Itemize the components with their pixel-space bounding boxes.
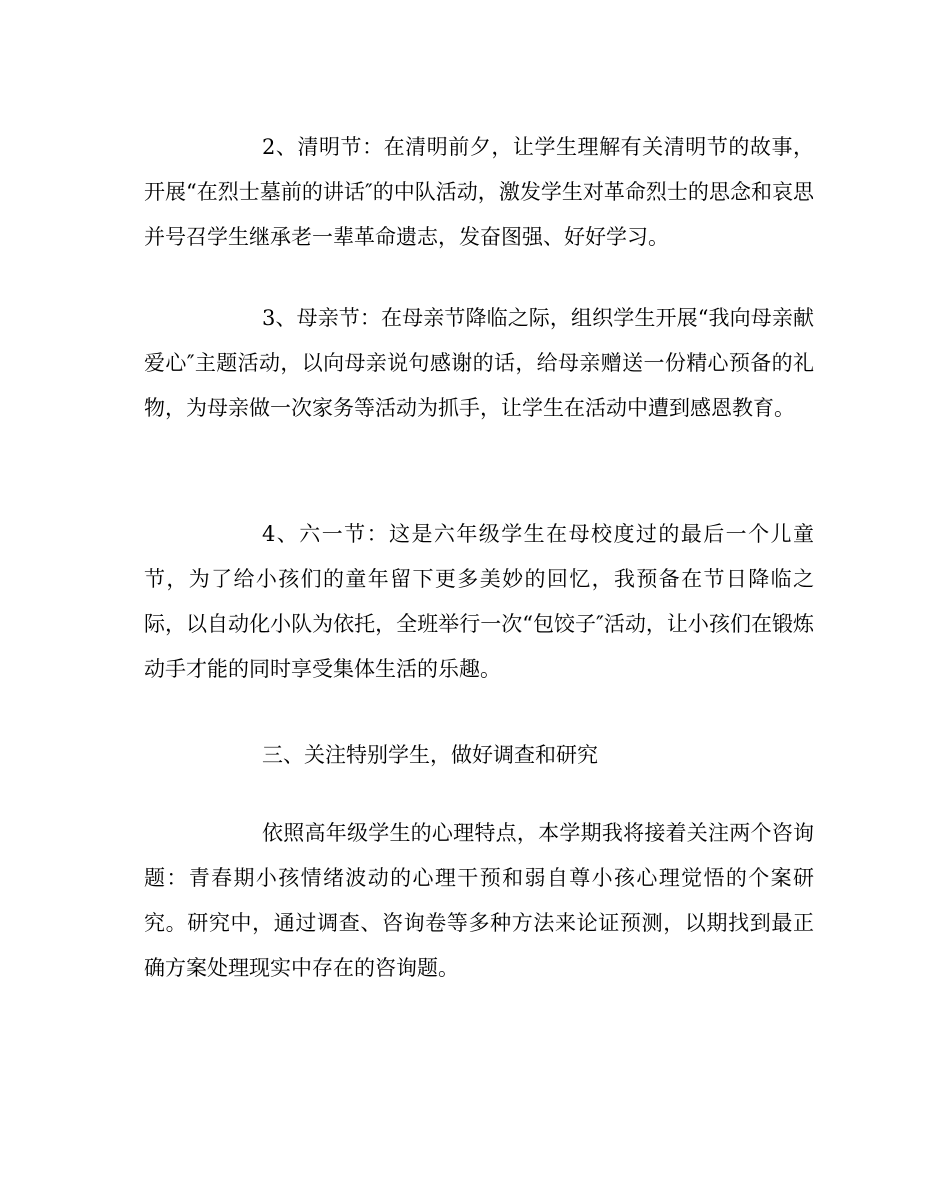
section-heading-special-students: 三、关注特别学生，做好调查和研究 — [262, 743, 598, 767]
paragraph-qingming-festival: 2、清明节：在清明前夕，让学生理解有关清明节的故事，开展“在烈士墓前的讲话″的中队活动，激发学生对革命烈士的思念和哀思并号召学生继承老一辈革命遗志，发奋图强、好好学习。 — [144, 135, 814, 249]
paragraph-psychology-research: 依照高年级学生的心理特点，本学期我将接着关注两个咨询题：青春期小孩情绪波动的心理干预和弱自尊小孩心理觉悟的个案研究。研究中，通过调查、咨询卷等多种方法来论证预测，以期找到最正确方案处理现实中存在的咨询题。 — [144, 821, 814, 980]
paragraph-mothers-day: 3、母亲节：在母亲节降临之际，组织学生开展“我向母亲献爱心″主题活动，以向母亲说句感谢的话，给母亲赠送一份精心预备的礼物，为母亲做一次家务等活动为抓手，让学生在活动中遭到感恩教育。 — [144, 306, 814, 420]
paragraph-childrens-day: 4、六一节：这是六年级学生在母校度过的最后一个儿童节，为了给小孩们的童年留下更多美妙的回忆，我预备在节日降临之际，以自动化小队为依托，全班举行一次“包饺子″活动，让小孩们在锻炼动手才能的同时享受集体生活的乐趣。 — [144, 522, 814, 681]
